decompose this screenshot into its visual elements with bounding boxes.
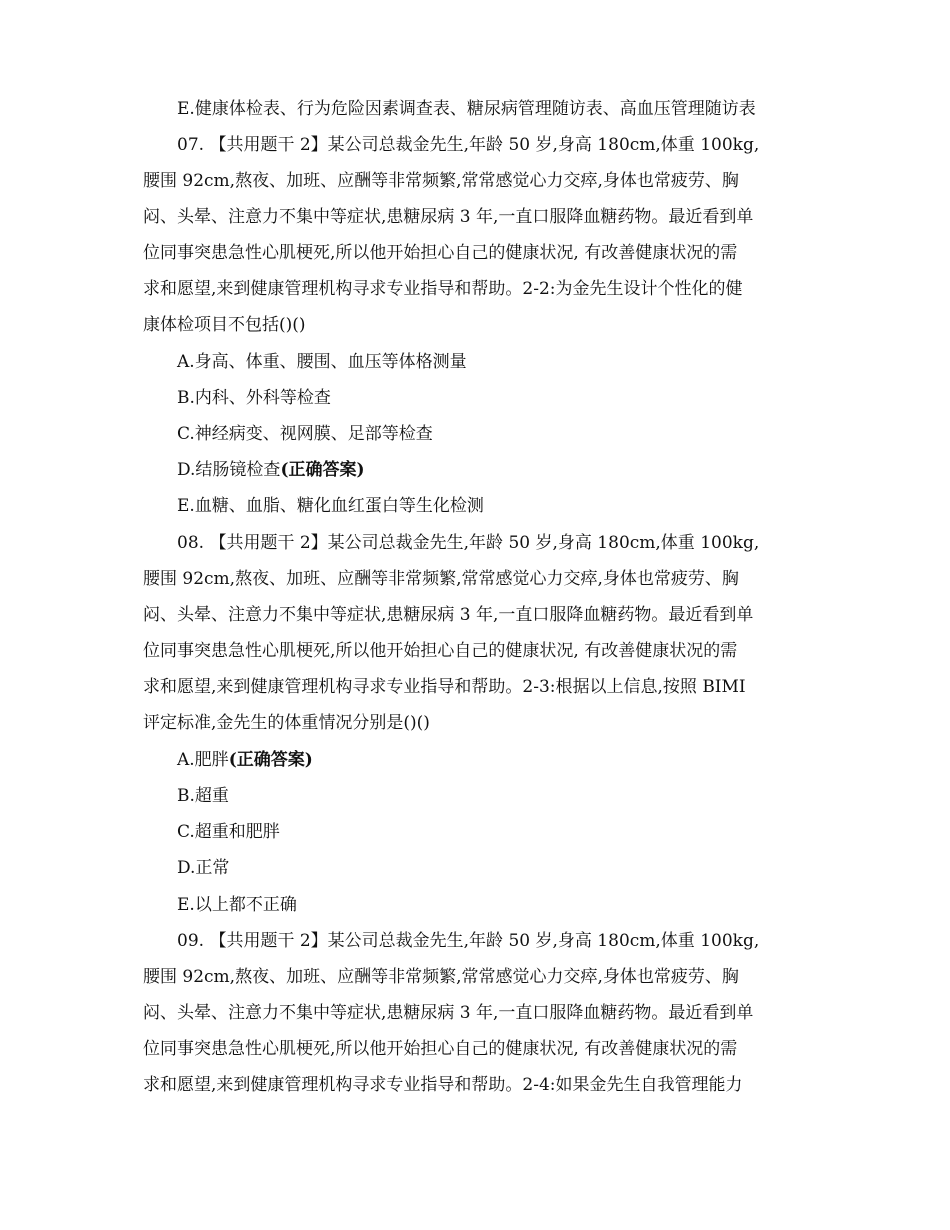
q08-option-d: D.正常: [177, 858, 230, 878]
q08-option-a-text: A.肥胖: [177, 750, 229, 770]
q09-stem-line-2: 腰围 92cm,熬夜、加班、应酬等非常频繁,常常感觉心力交瘁,身体也常疲劳、胸: [143, 967, 739, 987]
q07-option-d: [177, 458, 365, 482]
q07-stem-line-6: 康体检项目不包括()(): [143, 315, 306, 335]
q07-option-d-text: D.结肠镜检查: [177, 460, 281, 480]
q07-stem-line-4: 位同事突患急性心肌梗死,所以他开始担心自己的健康状况, 有改善健康状况的需: [143, 243, 738, 263]
q07-stem-line-3: 闷、头晕、注意力不集中等症状,患糖尿病 3 年,一直口服降血糖药物。最近看到单: [143, 207, 754, 227]
q07-stem-line-2: 腰围 92cm,熬夜、加班、应酬等非常频繁,常常感觉心力交瘁,身体也常疲劳、胸: [143, 171, 739, 191]
correct-answer-mark: (正确答案): [280, 460, 365, 480]
q08-option-a: [177, 748, 313, 772]
q07-option-c: C.神经病变、视网膜、足部等检查: [177, 424, 433, 444]
q07-option-b: B.内科、外科等检查: [177, 388, 331, 408]
q08-option-b: B.超重: [177, 786, 229, 806]
q08-option-c: C.超重和肥胖: [177, 822, 280, 842]
q06-option-e: E.健康体检表、行为危险因素调查表、糖尿病管理随访表、高血压管理随访表: [177, 99, 756, 119]
correct-answer-mark: (正确答案): [228, 750, 313, 770]
q08-stem-line-4: 位同事突患急性心肌梗死,所以他开始担心自己的健康状况, 有改善健康状况的需: [143, 641, 738, 661]
q07-stem-line-5: 求和愿望,来到健康管理机构寻求专业指导和帮助。2-2:为金先生设计个性化的健: [143, 279, 743, 299]
q09-stem-line-3: 闷、头晕、注意力不集中等症状,患糖尿病 3 年,一直口服降血糖药物。最近看到单: [143, 1003, 754, 1023]
q08-stem-line-3: 闷、头晕、注意力不集中等症状,患糖尿病 3 年,一直口服降血糖药物。最近看到单: [143, 605, 754, 625]
q09-stem-line-4: 位同事突患急性心肌梗死,所以他开始担心自己的健康状况, 有改善健康状况的需: [143, 1039, 738, 1059]
q08-stem-line-5: 求和愿望,来到健康管理机构寻求专业指导和帮助。2-3:根据以上信息,按照 BIMI: [143, 677, 746, 697]
q08-option-e: E.以上都不正确: [177, 895, 297, 915]
q09-stem-line-1: 09. 【共用题干 2】某公司总裁金先生,年龄 50 岁,身高 180cm,体重 100kg,: [177, 931, 760, 951]
q08-stem-line-6: 评定标准,金先生的体重情况分别是()(): [143, 713, 430, 733]
q07-stem-line-1: 07. 【共用题干 2】某公司总裁金先生,年龄 50 岁,身高 180cm,体重 100kg,: [177, 135, 760, 155]
q07-option-e: E.血糖、血脂、糖化血红蛋白等生化检测: [177, 496, 484, 516]
q08-stem-line-1: 08. 【共用题干 2】某公司总裁金先生,年龄 50 岁,身高 180cm,体重 100kg,: [177, 533, 760, 553]
q07-option-a: A.身高、体重、腰围、血压等体格测量: [177, 352, 467, 372]
q08-stem-line-2: 腰围 92cm,熬夜、加班、应酬等非常频繁,常常感觉心力交瘁,身体也常疲劳、胸: [143, 569, 739, 589]
q09-stem-line-5: 求和愿望,来到健康管理机构寻求专业指导和帮助。2-4:如果金先生自我管理能力: [143, 1075, 743, 1095]
